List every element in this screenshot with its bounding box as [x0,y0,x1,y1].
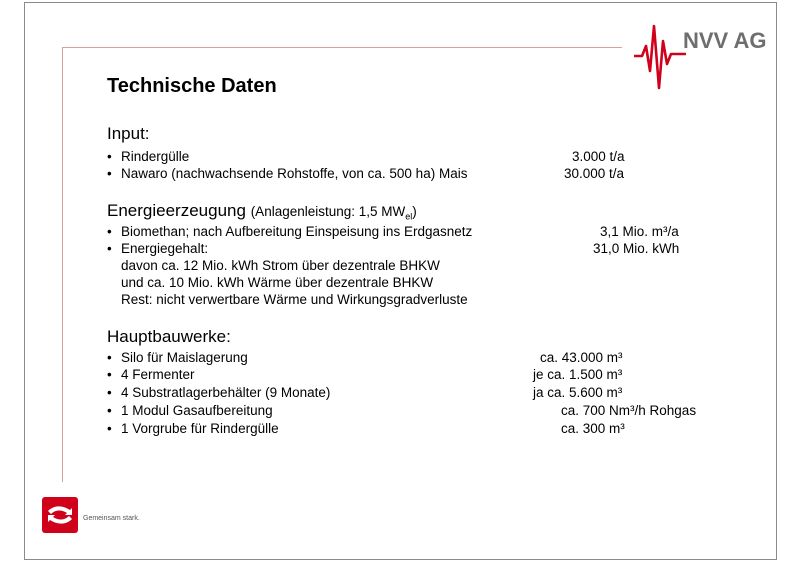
header-rule [62,47,622,48]
page-title: Technische Daten [107,75,277,97]
footer-slogan: Gemeinsam stark. [83,515,140,522]
brand-name: NVV AG [683,28,767,53]
company-emblem-icon [42,497,78,533]
nvv-pulse-logo-icon [634,16,686,96]
section-energy-heading: Energieerzeugung (Anlagenleistung: 1,5 $MW_{el}$) [107,201,417,222]
side-rule [62,47,63,482]
section-buildings-heading: Hauptbauwerke: [107,327,231,346]
section-input-heading: Input: [107,124,150,143]
